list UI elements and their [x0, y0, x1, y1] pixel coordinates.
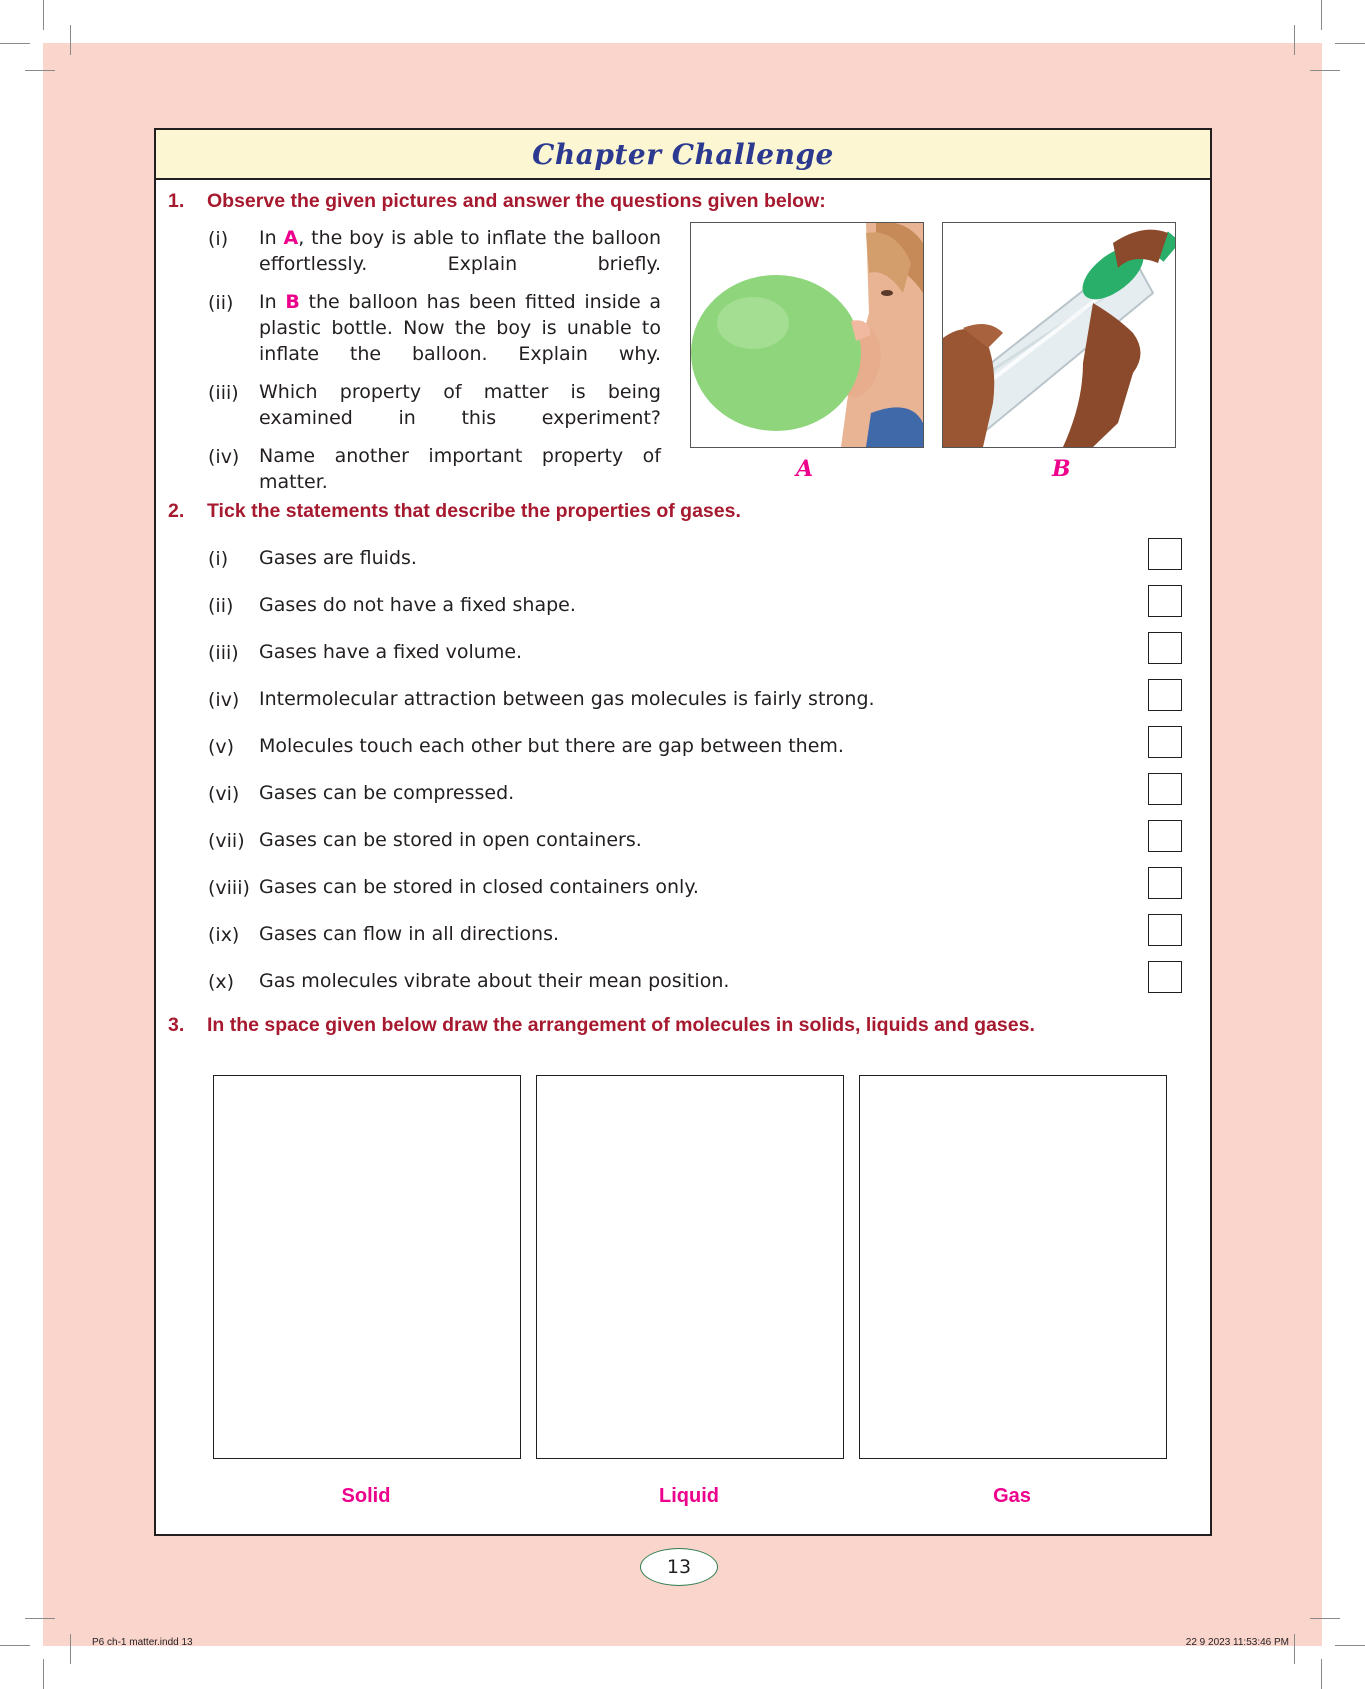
crop-mark [0, 1645, 30, 1646]
crop-mark [43, 1659, 44, 1689]
question-2-number: 2. [168, 500, 185, 522]
tick-checkbox[interactable] [1148, 961, 1182, 993]
photo-a-label: A [796, 456, 814, 482]
tick-checkbox[interactable] [1148, 726, 1182, 758]
crop-mark [1321, 0, 1322, 30]
q2-item-text: Gases can flow in all directions. [259, 923, 560, 945]
slug-filename: P6 ch-1 matter.indd 13 [92, 1637, 193, 1648]
question-1-number: 1. [168, 190, 185, 212]
tick-checkbox[interactable] [1148, 867, 1182, 899]
q2-item-number: (viii) [208, 877, 250, 899]
photo-a-balloon [690, 222, 924, 448]
q2-item-text: Gases do not have a fixed shape. [259, 594, 576, 616]
crop-mark [1335, 1645, 1365, 1646]
chapter-title: Chapter Challenge [532, 137, 834, 171]
photo-b-bottle [942, 222, 1176, 448]
tick-checkbox[interactable] [1148, 773, 1182, 805]
drawing-box-gas[interactable] [859, 1075, 1167, 1459]
q1-sub-number: (i) [208, 228, 229, 250]
q2-item-number: (iii) [208, 642, 239, 664]
q1-sub-ii: In B the balloon has been fitted inside a plastic bottle. Now the boy is unable to inflate the balloon. Explain why. [259, 291, 661, 365]
q2-item-text: Molecules touch each other but there are gap between them. [259, 735, 844, 757]
q2-item-number: (i) [208, 548, 229, 570]
crop-mark [70, 25, 71, 55]
q2-item-text: Gases can be compressed. [259, 782, 515, 804]
q2-item-text: Gases are fluids. [259, 547, 417, 569]
q2-item-number: (v) [208, 736, 235, 758]
crop-mark [1310, 1618, 1340, 1619]
page-number: 13 [640, 1548, 718, 1586]
crop-mark [1321, 1659, 1322, 1689]
q2-item-number: (ii) [208, 595, 234, 617]
q2-item-number: (iv) [208, 689, 240, 711]
q2-item-number: (ix) [208, 924, 240, 946]
q2-item-text: Gases can be stored in open containers. [259, 829, 642, 851]
crop-mark [43, 0, 44, 30]
q2-item-number: (x) [208, 971, 235, 993]
crop-mark [25, 70, 55, 71]
q2-item-text: Gases have a fixed volume. [259, 641, 523, 663]
drawing-box-liquid[interactable] [536, 1075, 844, 1459]
tick-checkbox[interactable] [1148, 632, 1182, 664]
label-a-ref: A [283, 227, 299, 249]
crop-mark [1335, 43, 1365, 44]
q2-item-text: Gases can be stored in closed containers only. [259, 876, 699, 898]
tick-checkbox[interactable] [1148, 679, 1182, 711]
crop-mark [25, 1618, 55, 1619]
question-3-number: 3. [168, 1014, 185, 1036]
label-b-ref: B [285, 291, 300, 313]
q1-sub-number: (iii) [208, 382, 239, 404]
q2-item-number: (vi) [208, 783, 240, 805]
crop-mark [70, 1634, 71, 1664]
tick-checkbox[interactable] [1148, 585, 1182, 617]
q1-sub-iv: Name another important property of matter. [259, 445, 661, 493]
balloon-boy-illustration [691, 223, 923, 447]
tick-checkbox[interactable] [1148, 914, 1182, 946]
q2-item-text: Intermolecular attraction between gas molecules is fairly strong. [259, 688, 875, 710]
crop-mark [0, 43, 30, 44]
label-gas: Gas [993, 1485, 1031, 1507]
worksheet-frame [154, 128, 1212, 1536]
drawing-box-solid[interactable] [213, 1075, 521, 1459]
q1-sub-i: In A, the boy is able to inflate the balloon effortlessly. Explain briefly. [259, 227, 661, 275]
q2-item-number: (vii) [208, 830, 245, 852]
crop-mark [1294, 25, 1295, 55]
q1-sub-iii: Which property of matter is being examined in this experiment? [259, 381, 661, 429]
question-1-text: Observe the given pictures and answer the questions given below: [207, 190, 826, 212]
q1-sub-number: (iv) [208, 446, 240, 468]
crop-mark [1294, 1634, 1295, 1664]
bottle-balloon-illustration [943, 223, 1175, 447]
question-3-text: In the space given below draw the arrangement of molecules in solids, liquids and gases. [207, 1014, 1035, 1036]
q1-sub-number: (ii) [208, 292, 234, 314]
label-solid: Solid [341, 1485, 391, 1507]
tick-checkbox[interactable] [1148, 538, 1182, 570]
title-bar [156, 130, 1210, 180]
tick-checkbox[interactable] [1148, 820, 1182, 852]
q2-item-text: Gas molecules vibrate about their mean position. [259, 970, 730, 992]
question-2-text: Tick the statements that describe the properties of gases. [207, 500, 741, 522]
photo-b-label: B [1052, 456, 1071, 482]
crop-mark [1310, 70, 1340, 71]
slug-timestamp: 22 9 2023 11:53:46 PM [1185, 1637, 1289, 1648]
label-liquid: Liquid [659, 1485, 719, 1507]
